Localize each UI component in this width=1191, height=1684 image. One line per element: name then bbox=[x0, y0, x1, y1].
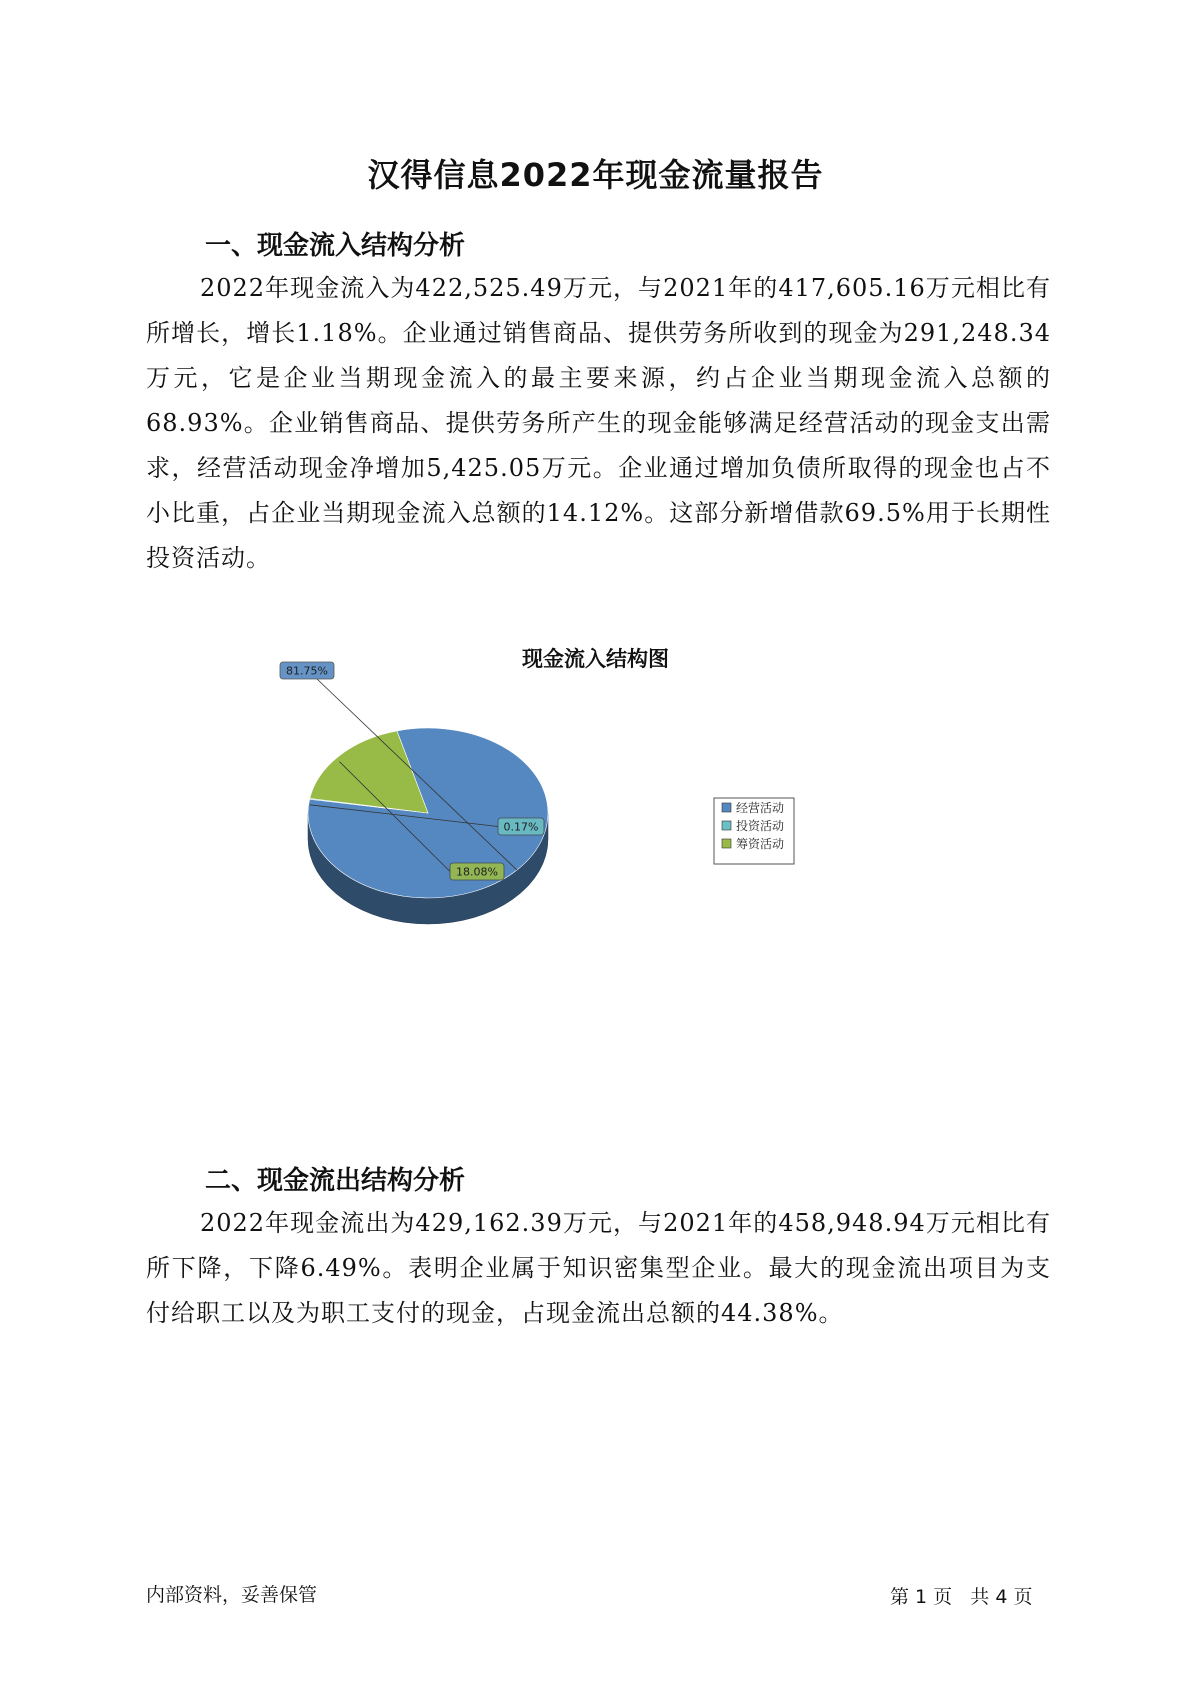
section-heading-cash-inflow: 一、现金流入结构分析 bbox=[205, 231, 466, 261]
footer-confidential-note: 内部资料，妥善保管 bbox=[146, 1584, 318, 1606]
legend-entry-2: 筹资活动 bbox=[736, 837, 785, 851]
cash-inflow-paragraph: 2022年现金流入为422,525.49万元，与2021年的417,605.16万元相比有所增长，增长1.18%。企业通过销售商品、提供劳务所收到的现金为291,248.34万元，它是企业当期现金流入的最主要来源，约占企业当期现金流入总额的68.93%。企业销售商品、提供劳务所产生的现金能够满足经营活动的现金支出需求，经营活动现金净增加5,425.05万元。企业通过增加负债所取得的现金也占不小比重，占企业当期现金流入总额的14.12%。这部分新增借款69.5%用于长期性投资活动。 bbox=[146, 274, 1051, 572]
legend-entry-1: 投资活动 bbox=[736, 819, 785, 833]
cash-inflow-pie-chart bbox=[280, 664, 860, 960]
chart-title: 现金流入结构图 bbox=[522, 647, 669, 671]
page-title: 汉得信息2022年现金流量报告 bbox=[367, 156, 824, 194]
legend-swatch-2 bbox=[722, 839, 731, 848]
footer-page-number: 第 1 页 共 4 页 bbox=[890, 1586, 1033, 1608]
pie-data-label-0: 81.75% bbox=[286, 664, 328, 678]
chart-legend bbox=[714, 798, 794, 864]
section-heading-cash-outflow: 二、现金流出结构分析 bbox=[205, 1166, 466, 1196]
legend-swatch-1 bbox=[722, 821, 731, 830]
pie-data-label-2: 18.08% bbox=[456, 865, 498, 879]
legend-swatch-0 bbox=[722, 803, 731, 812]
legend-entry-0: 经营活动 bbox=[736, 801, 785, 815]
pie-data-label-1: 0.17% bbox=[503, 820, 539, 834]
cash-outflow-paragraph: 2022年现金流出为429,162.39万元，与2021年的458,948.94万元相比有所下降，下降6.49%。表明企业属于知识密集型企业。最大的现金流出项目为支付给职工以及为职工支付的现金，占现金流出总额的44.38%。 bbox=[146, 1209, 1051, 1327]
